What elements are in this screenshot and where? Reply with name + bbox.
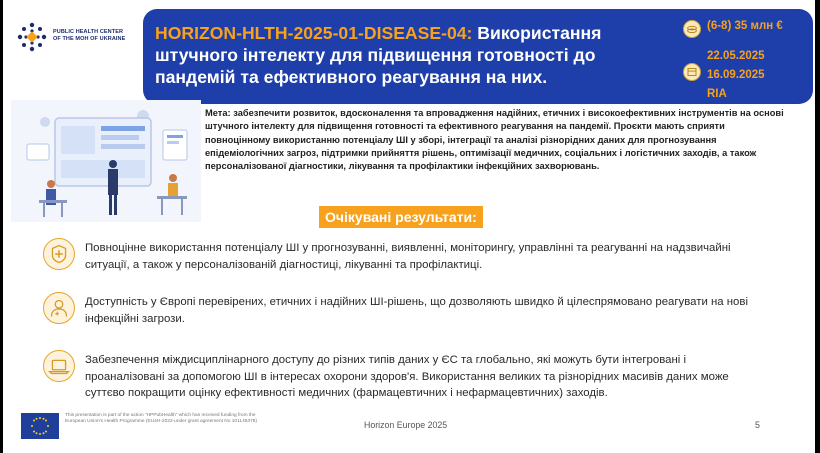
topic-title [155,22,675,88]
slide-footer [3,405,815,453]
goal-label: Мета: [205,108,231,118]
goal-paragraph [205,107,785,173]
coins-icon [683,20,701,38]
result-text: Забезпечення міждисциплінарного доступу до різних типів даних у ЄС та глобально, які можуть бути інтегровані і проаналізовані за допомогою ШІ в інтересах охорони здоров'я. Використання великих та різнорідних масивів даних може суттєво покращити оцінку ефективності медичних (фармацевтичних і нефармацевтичних) заходів. [85,354,729,399]
laptop-icon [43,350,75,382]
logo-line-2: OF THE MOH OF UKRAINE [53,36,126,42]
budget-value: (6-8) 35 млн € [707,20,783,32]
funding-disclaimer: This presentation is part of the action "HPPubHealth" which has received funding from the European Union's Health Programme (EU4H-2022-under grant agreement No 101145378) [65,413,258,425]
expected-results-heading: Очікувані результати: [319,206,483,228]
goal-text: забезпечити розвиток, вдосконалення та впровадження надійних, етичних і високоефективних інструментів на основі штучного інтелекту для підвищення готовності та ефективного реагування на пандемії. Проєкти мають сприяти повноцінному використанню потенціалу ШІ у зборі, інтеграції та аналізі різнорідних даних для прогнозування епідеміологічних загроз, підтримки прийняття рішень, оптимізації медичних, соціальних і логістичних заходів, а також персоналізованої діагностики, лікування та профілактики інфекційних захворювань. [205,108,784,172]
page-number: 5 [755,420,760,430]
slide [3,0,815,453]
date-open: 22.05.2025 [707,50,765,62]
topic-title-text: Використання штучного інтелекту для підвищення готовності до пандемій та ефективного реагування на них. [155,23,602,87]
result-text: Повноцінне використання потенціалу ШІ у прогнозуванні, виявленні, моніторингу, управлінні та реагуванні на надзвичайні ситуації, а також у персоналізованій діагностиці, лікуванні та профілактиці. [85,242,731,271]
topic-code: HORIZON-HLTH-2025-01-DISEASE-04: [155,23,473,43]
date-close: 16.09.2025 [707,69,765,81]
doctor-icon [43,292,75,324]
shield-cross-icon [43,238,75,270]
result-text: Доступність у Європі перевірених, етичних і надійних ШІ-рішень, що дозволяють швидко й цілеспрямовано реагувати на нові інфекційні загрози. [85,296,748,325]
phc-emblem-icon [15,20,49,54]
action-type: RIA [707,88,727,100]
ai-team-illustration [11,100,201,222]
topic-meta [681,17,807,99]
topic-header [143,9,813,104]
program-label: Horizon Europe 2025 [364,420,448,430]
calendar-icon [683,63,701,81]
logo-line-1: PUBLIC HEALTH CENTER [53,29,124,35]
eu-flag-icon [21,413,59,439]
phc-logo [15,20,133,54]
